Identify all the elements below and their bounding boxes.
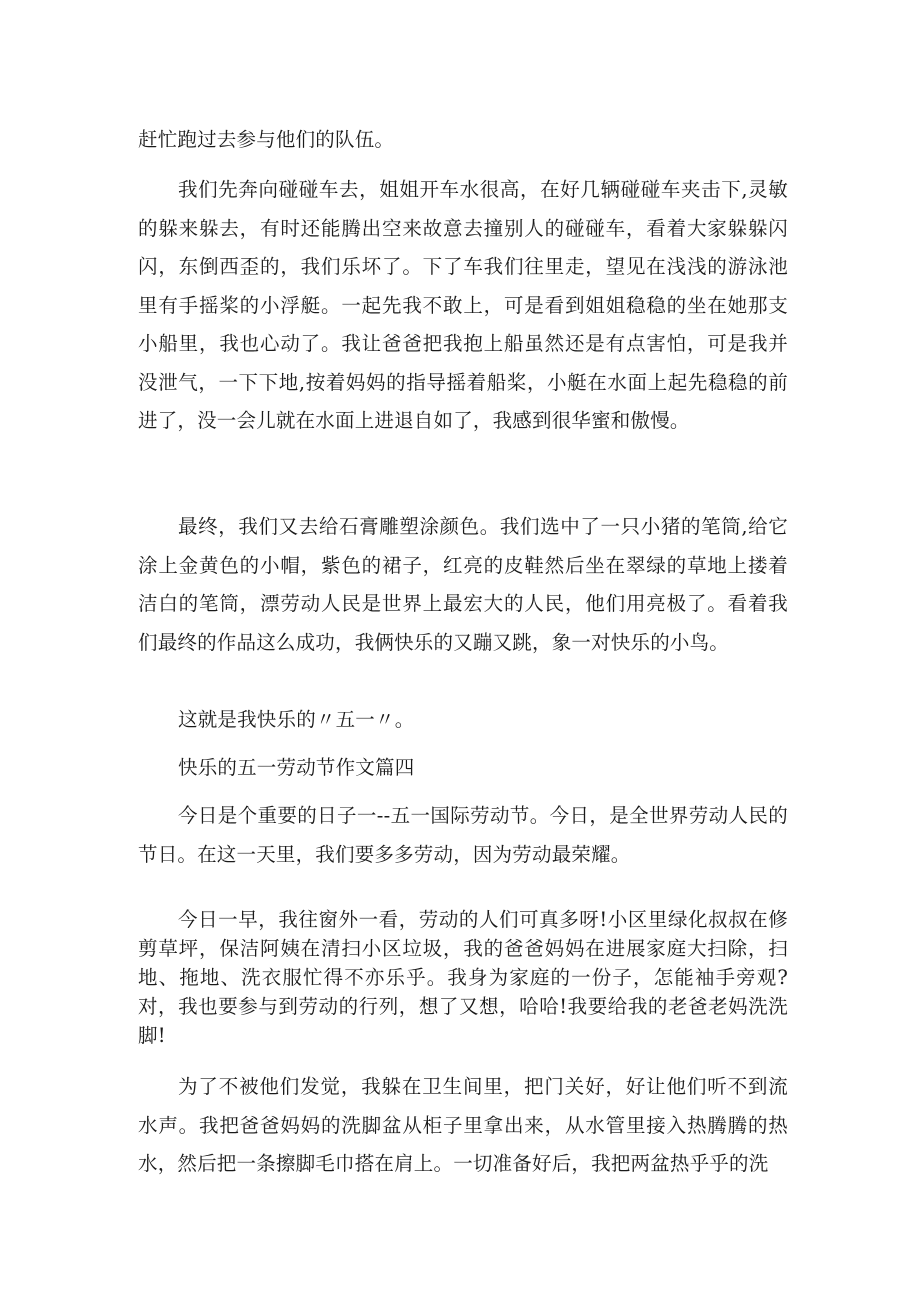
paragraph-bumper-cars-boat: 我们先奔向碰碰车去，姐姐开车水很高，在好几辆碰碰车夹击下,灵敏的躲来躲去，有时还能腾出空来故意去撞别人的碰碰车，看着大家躲躲闪闪，东倒西歪的，我们乐坏了。下了车我们往里走，望见在浅浅的游泳池里有手摇桨的小浮艇。一起先我不敢上，可是看到姐姐稳稳的坐在她那支小船里，我也心动了。我让爸爸把我抱上船虽然还是有点害怕，可是我并没泄气，一下下地,按着妈妈的指导摇着船桨，小艇在水面上起先稳稳的前进了，没一会儿就在水面上进退自如了，我感到很华蜜和傲慢。 [138,178,788,432]
paragraph-continuation: 赶忙跑过去参与他们的队伍。 [138,128,395,151]
paragraph-foot-wash-prep: 为了不被他们发觉，我躲在卫生间里，把门关好，好让他们听不到流水声。我把爸爸妈妈的洗脚盆从柜子里拿出来，从水管里接入热腾腾的热水，然后把一条擦脚毛巾搭在肩上。一切准备好后，我把两盆热乎乎的洗 [138,1075,788,1175]
paragraph-morning-window: 今日一早，我往窗外一看，劳动的人们可真多呀!小区里绿化叔叔在修剪草坪，保洁阿姨在清扫小区垃圾，我的爸爸妈妈在进展家庭大扫除，扫地、拖地、洗衣服忙得不亦乐乎。我身为家庭的一份子，怎能袖手旁观?对，我也要参与到劳动的行列，想了又想，哈哈!我要给我的老爸老妈洗洗脚! [138,908,788,1047]
paragraph-labor-day-intro: 今日是个重要的日子一--五一国际劳动节。今日，是全世界劳动人民的节日。在这一天里，我们要多多劳动，因为劳动最荣耀。 [138,804,788,866]
paragraph-plaster-painting: 最终，我们又去给石膏雕塑涂颜色。我们选中了一只小猪的笔筒,给它涂上金黄色的小帽，紫色的裙子，红亮的皮鞋然后坐在翠绿的草地上搂着洁白的笔筒，漂劳动人民是世界上最宏大的人民，他们用亮极了。看着我们最终的作品这么成功，我俩快乐的又蹦又跳，象一对快乐的小鸟。 [138,515,788,654]
section-heading: 快乐的五一劳动节作文篇四 [178,756,415,779]
paragraph-happy-may-day: 这就是我快乐的〃五一〃。 [178,708,415,731]
